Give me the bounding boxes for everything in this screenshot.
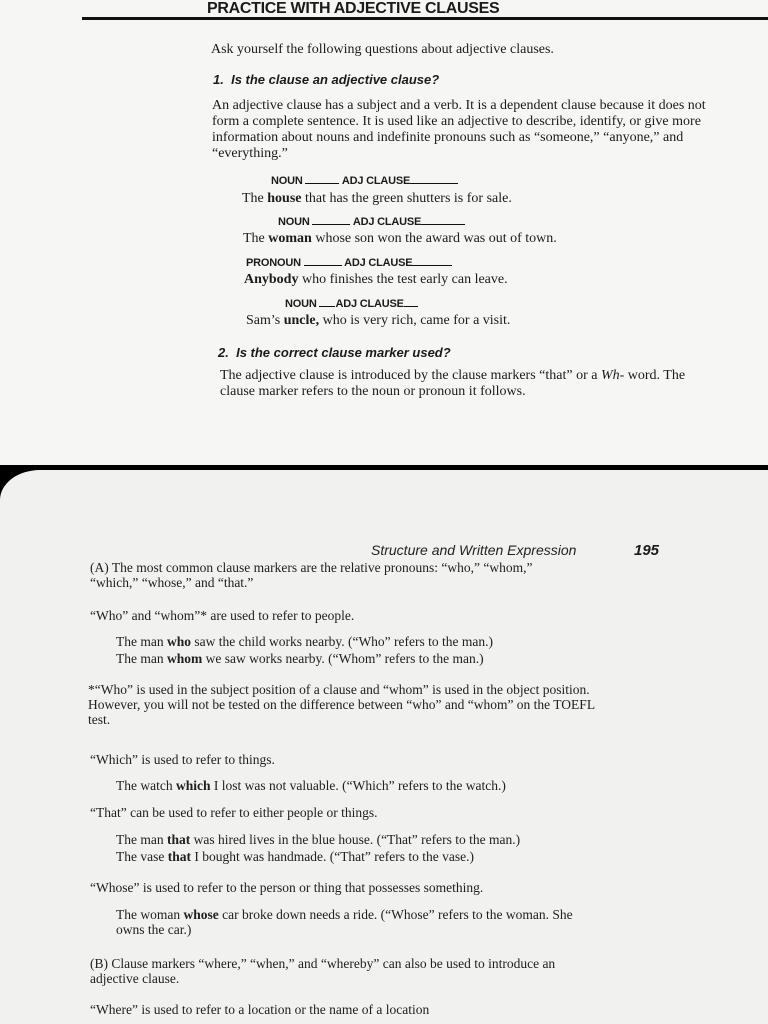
example-1-bold-word: house bbox=[267, 191, 302, 206]
example-4-bold-word: uncle, bbox=[283, 313, 320, 328]
question-2-heading bbox=[218, 345, 451, 360]
that-rule: “That” can be used to refer to either people or things. bbox=[90, 805, 378, 820]
label-noun: NOUN bbox=[278, 216, 310, 228]
page-number: 195 bbox=[634, 542, 660, 559]
example-1-sentence: The house that has the green shutters is for sale. bbox=[242, 191, 512, 206]
label-pronoun: PRONOUN bbox=[246, 257, 301, 269]
example-2-sentence: The woman whose son won the award was out of town. bbox=[243, 231, 557, 246]
label-adj-clause: ADJ CLAUSE bbox=[335, 298, 404, 310]
where-rule: “Where” is used to refer to a location or the name of a location bbox=[90, 1002, 430, 1017]
question-1-body: An adjective clause has a subject and a verb. It is a dependent clause because it does not form a complete sentence. It is used like an adjective to describe, identify, or give more information about nouns and indefinite pronouns such as “someone,” “anyone,” and “everything.” bbox=[212, 98, 706, 161]
label-noun: NOUN bbox=[285, 298, 317, 310]
label-adj-clause: ADJ CLAUSE bbox=[352, 216, 422, 228]
lower-page bbox=[0, 470, 768, 1024]
label-noun: NOUN bbox=[271, 175, 303, 187]
question-2-text: Is the correct clause marker used? bbox=[236, 345, 451, 360]
label-adj-clause: ADJ CLAUSE bbox=[341, 175, 411, 187]
question-1-text: Is the clause an adjective clause? bbox=[231, 72, 440, 87]
who-rule: “Who” and “whom”* are used to refer to people. bbox=[90, 608, 355, 623]
example-1-labels bbox=[271, 173, 458, 187]
which-rule: “Which” is used to refer to things. bbox=[90, 752, 275, 767]
example-3-labels bbox=[246, 255, 452, 269]
question-1-heading bbox=[213, 72, 439, 87]
running-head: Structure and Written Expression bbox=[371, 542, 577, 558]
example-3-bold-word: Anybody bbox=[244, 272, 299, 287]
section-a-text: (A) The most common clause markers are the relative pronouns: “who,” “whom,” “which,” “whose,” and “that.” bbox=[90, 560, 533, 590]
example-3-sentence: Anybody who finishes the test early can leave. bbox=[244, 272, 508, 287]
question-1-number: 1. bbox=[213, 72, 224, 87]
that-example-1: The man that was hired lives in the blue house. (“That” refers to the man.) bbox=[116, 832, 521, 847]
example-2-labels bbox=[278, 214, 465, 228]
example-2-bold-word: woman bbox=[268, 231, 312, 246]
whose-example: The woman whose car broke down needs a ride. (“Whose” refers to the woman. She owns the car.) bbox=[116, 907, 573, 937]
who-example-2: The man whom we saw works nearby. (“Whom” refers to the man.) bbox=[116, 651, 484, 666]
section-b-text: (B) Clause markers “where,” “when,” and “whereby” can also be used to introduce an adjective clause. bbox=[90, 956, 556, 986]
that-example-2: The vase that I bought was handmade. (“That” refers to the vase.) bbox=[116, 849, 474, 864]
page-title: PRACTICE WITH ADJECTIVE CLAUSES bbox=[207, 0, 500, 17]
section-b-label: (B) bbox=[90, 956, 108, 971]
question-2-body: The adjective clause is introduced by the clause markers “that” or a Wh- word. The clause marker refers to the noun or pronoun it follows. bbox=[220, 368, 686, 399]
which-example: The watch which I lost was not valuable. (“Which” refers to the watch.) bbox=[116, 778, 506, 793]
section-a-label: (A) bbox=[90, 560, 109, 575]
whose-rule: “Whose” is used to refer to the person or thing that possesses something. bbox=[90, 880, 484, 895]
question-2-number: 2. bbox=[218, 345, 229, 360]
upper-page bbox=[0, 0, 768, 465]
who-example-1: The man who saw the child works nearby. (“Who” refers to the man.) bbox=[116, 634, 494, 649]
footnote: *“Who” is used in the subject position of a clause and “whom” is used in the object position. However, you will not be tested on the difference between “who” and “whom” on the TOEFL test. bbox=[88, 682, 595, 727]
example-4-labels bbox=[285, 296, 418, 310]
intro-text: Ask yourself the following questions about adjective clauses. bbox=[211, 42, 554, 57]
label-adj-clause: ADJ CLAUSE bbox=[344, 257, 413, 269]
wh-word-italic: Wh- bbox=[600, 368, 625, 383]
example-4-sentence: Sam’s uncle, who is very rich, came for a visit. bbox=[246, 313, 511, 328]
